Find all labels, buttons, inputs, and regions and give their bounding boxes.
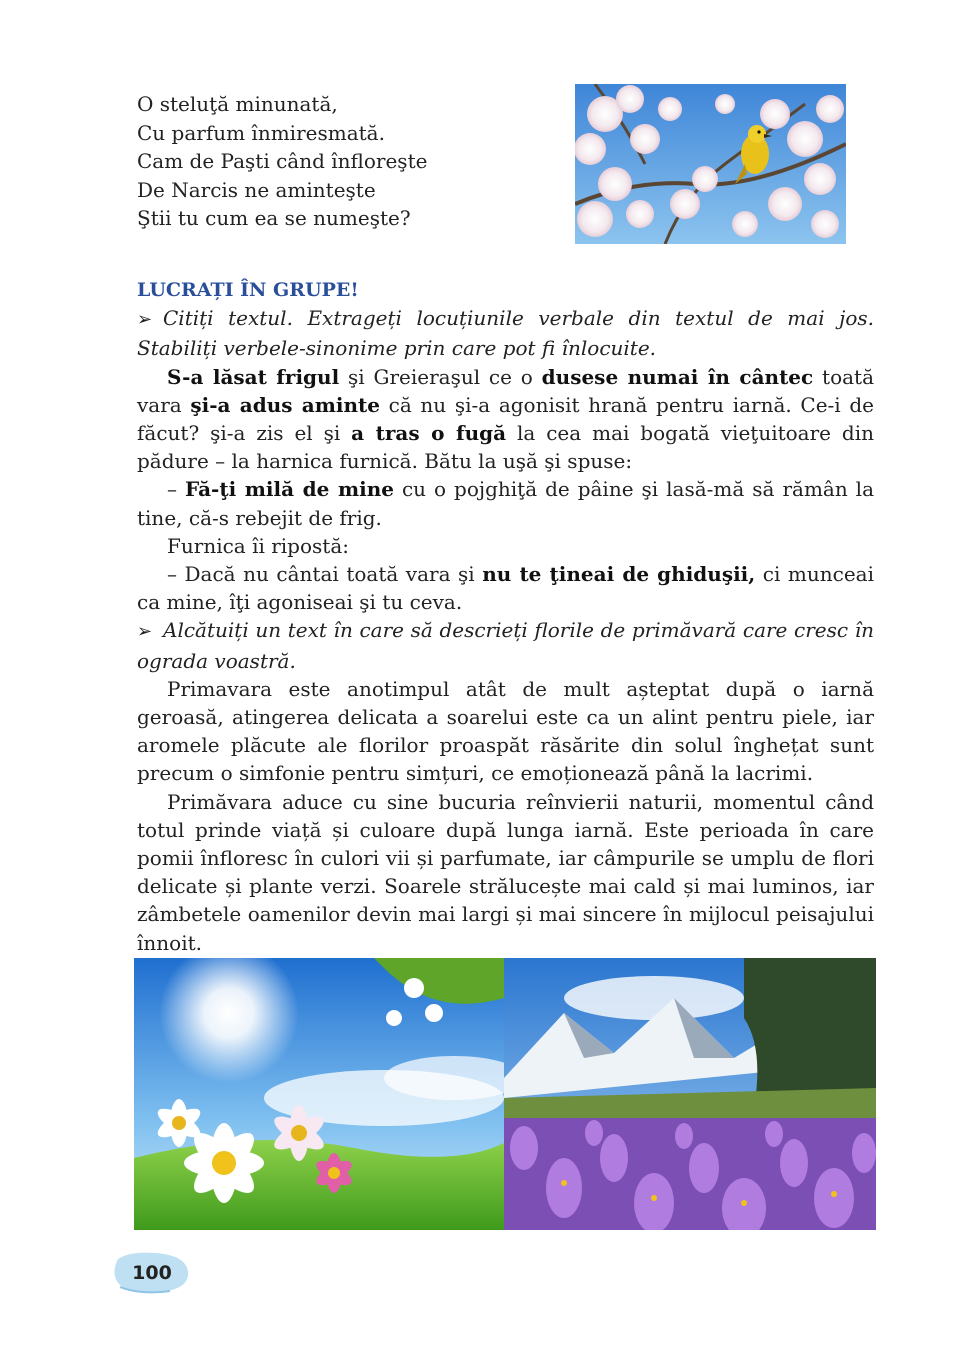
story-text: cu o pojghiţă de pâine şi lasă-mă să rămân la tine, că-s rebejit de frig.: [137, 477, 875, 530]
story-text: şi Greieraşul ce o: [339, 364, 542, 389]
locution: dusese numai în cântec: [541, 364, 814, 389]
locution: şi-a adus aminte: [190, 392, 380, 417]
story-text: la cea mai bogată vieţuitoare din pădure – la harnica furnică. Bătu la uşă şi spuse:: [137, 421, 874, 474]
exercise-section: [137, 276, 874, 957]
story-text: – Dacă nu cântai toată vara şi: [167, 562, 483, 587]
story-text: toată vara: [137, 364, 875, 417]
locution: a tras o fugă: [351, 421, 507, 446]
photo-bird-in-blossoms: [575, 84, 846, 244]
task-instruction-2: [137, 616, 874, 674]
poem-line: O steluţă minunată,: [137, 92, 338, 116]
riddle-poem: [137, 90, 557, 233]
task-text: Alcătuiți un text în care să descrieți florile de primăvară care cresc în ograda voastră.: [137, 618, 874, 673]
locution: S-a lăsat frigul: [167, 364, 340, 389]
story-text: ci munceai ca mine, îţi agoniseai şi tu ceva.: [137, 562, 874, 615]
story-paragraph: [137, 363, 874, 476]
poem-line: Cam de Paşti când înfloreşte: [137, 149, 428, 173]
page-number: 100: [132, 1262, 172, 1284]
story-text: că nu şi-a agonisit hrană pentru iarnă. Ce-i de făcut? şi-a zis el şi: [137, 392, 874, 446]
locution: Fă-ţi milă de mine: [184, 477, 394, 502]
essay-paragraph: Primăvara aduce cu sine bucuria reînvierii naturii, momentul când totul prinde viață și culoare după lunga iarnă. Este perioada în care pomii înfloresc în culori vii și parfumate, iar câmpurile se umplu de flori delicate și plante verzi. Soarele strălucește mai cald și mai luminos, iar zâmbetele oamenilor devin mai largi și mai sincere în mijlocul peisajului înnoit.: [137, 789, 874, 955]
poem-line: De Narcis ne aminteşte: [137, 177, 376, 202]
poem-line: Cu parfum înmiresmată.: [137, 120, 385, 145]
task-instruction-1: [137, 304, 874, 362]
story-paragraph: [137, 560, 874, 616]
poem-line: Ştii tu cum ea se numeşte?: [137, 206, 411, 230]
essay-paragraph: Primavara este anotimpul atât de mult așteptat după o iarnă geroasă, atingerea delicata a soarelui este ca un alint pentru piele, iar aromele plăcute ale florilor proaspăt răsărite din solul înghețat sunt precum o simfonie pentru simțuri, ce emoționează până la lacrimi.: [137, 676, 874, 786]
story-paragraph: [137, 475, 874, 531]
locution: nu te ţineai de ghiduşii,: [482, 562, 756, 587]
task-text: Citiți textul. Extrageți locuțiunile verbale din textul de mai jos. Stabiliți verbele-sinonime prin care pot fi înlocuite.: [137, 306, 874, 361]
story-paragraph: Furnica îi ripostă:: [167, 533, 349, 558]
photo-spring-meadow: [134, 958, 504, 1230]
dialogue-dash: –: [167, 477, 185, 502]
section-heading: LUCRAȚI ÎN GRUPE!: [137, 279, 359, 301]
arrow-bullet-icon: ➢: [137, 621, 153, 643]
photo-crocus-field: [504, 958, 876, 1230]
arrow-bullet-icon: ➢: [137, 309, 153, 331]
